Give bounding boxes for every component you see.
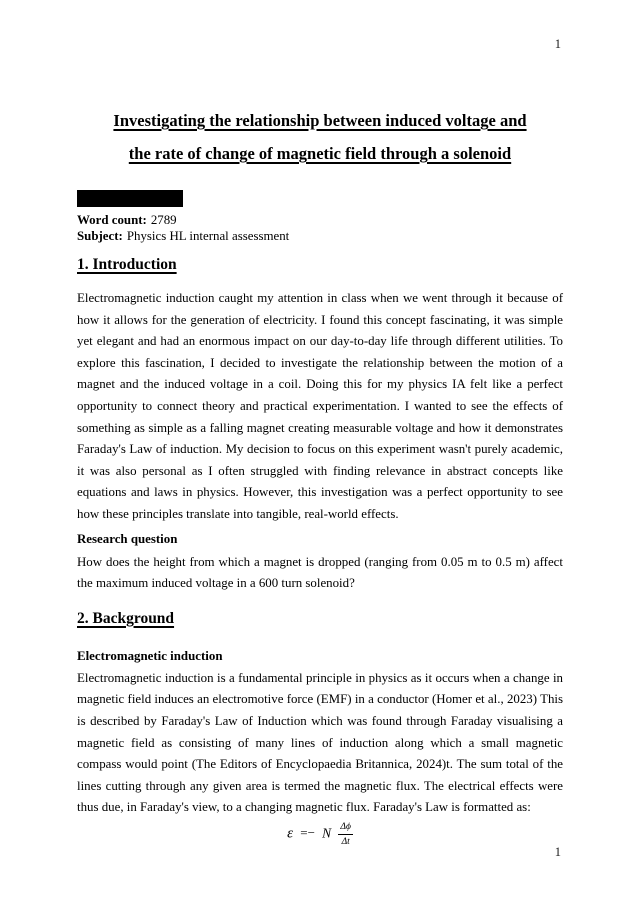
faradays-law-formula [77, 821, 563, 848]
electromagnetic-induction-paragraph: Electromagnetic induction is a fundamental principle in physics as it occurs when a change in magnetic field induces an electromotive force (EMF) in a conductor (Homer et al., 2023) This is described by Faraday's Law of Induction which was found through Faraday visualising a magnetic field as consisting of many lines of induction along which a small magnetic compass would point (The Editors of Encyclopaedia Britannica, 2024)t. The sum total of the lines cutting through any given area is termed the magnetic flux. The electrical effects were thus due, in Faraday's view, to a changing magnetic flux. Faraday's Law is formatted as: [77, 670, 563, 815]
document-title-line2: the rate of change of magnetic field through a solenoid [128, 144, 512, 163]
research-question-heading: Research question [77, 531, 178, 546]
formula-turns-symbol: N [322, 825, 332, 841]
section-heading-introduction: 1. Introduction [77, 256, 177, 273]
section-heading-background: 2. Background [77, 609, 175, 627]
electromagnetic-induction-subheading: Electromagnetic induction [77, 648, 223, 663]
word-count-value: 2789 [150, 213, 177, 227]
page-number-top: 1 [554, 37, 561, 51]
formula-denominator-delta-t: Δt [341, 836, 350, 847]
document-title-line1: Investigating the relationship between induced voltage and [113, 111, 527, 130]
formula-emf-symbol: ε [287, 825, 294, 842]
page-number-bottom: 1 [554, 845, 561, 859]
formula-fraction [338, 821, 353, 848]
subject-value: Physics HL internal assessment [126, 229, 290, 243]
formula-equals-minus: =− [300, 825, 315, 841]
formula-numerator-delta-phi: Δϕ [338, 821, 353, 835]
word-count-line [77, 212, 563, 228]
research-question-paragraph: How does the height from which a magnet is dropped (ranging from 0.05 m to 0.5 m) affect the maximum induced voltage in a 600 turn solenoid? [77, 554, 563, 591]
subject-line [77, 228, 563, 244]
document-title [77, 104, 563, 170]
introduction-paragraph: Electromagnetic induction caught my attention in class when we went through it because of how it allows for the generation of electricity. I found this concept fascinating, it was simple yet elegant and had an enormous impact on our day-to-day life through different utilities. To explore this fascination, I decided to investigate the relationship between the motion of a magnet and the induced voltage in a coil. Doing this for my physics IA felt like a perfect opportunity to connect theory and practical experimentation. I wanted to see the effects of something as simple as a falling magnet creating measurable voltage and how it demonstrates Faraday's Law of induction. My decision to focus on this experiment wasn't purely academic, it was also personal as I often struggled with finding relevance in abstract concepts like equations and laws in physics. However, this investigation was a perfect opportunity to see how these principles translate into tangible, real-world effects. [77, 291, 563, 521]
word-count-label: Word count: [77, 213, 147, 227]
redacted-author-name-bar [77, 190, 183, 207]
subject-label: Subject: [77, 229, 123, 243]
